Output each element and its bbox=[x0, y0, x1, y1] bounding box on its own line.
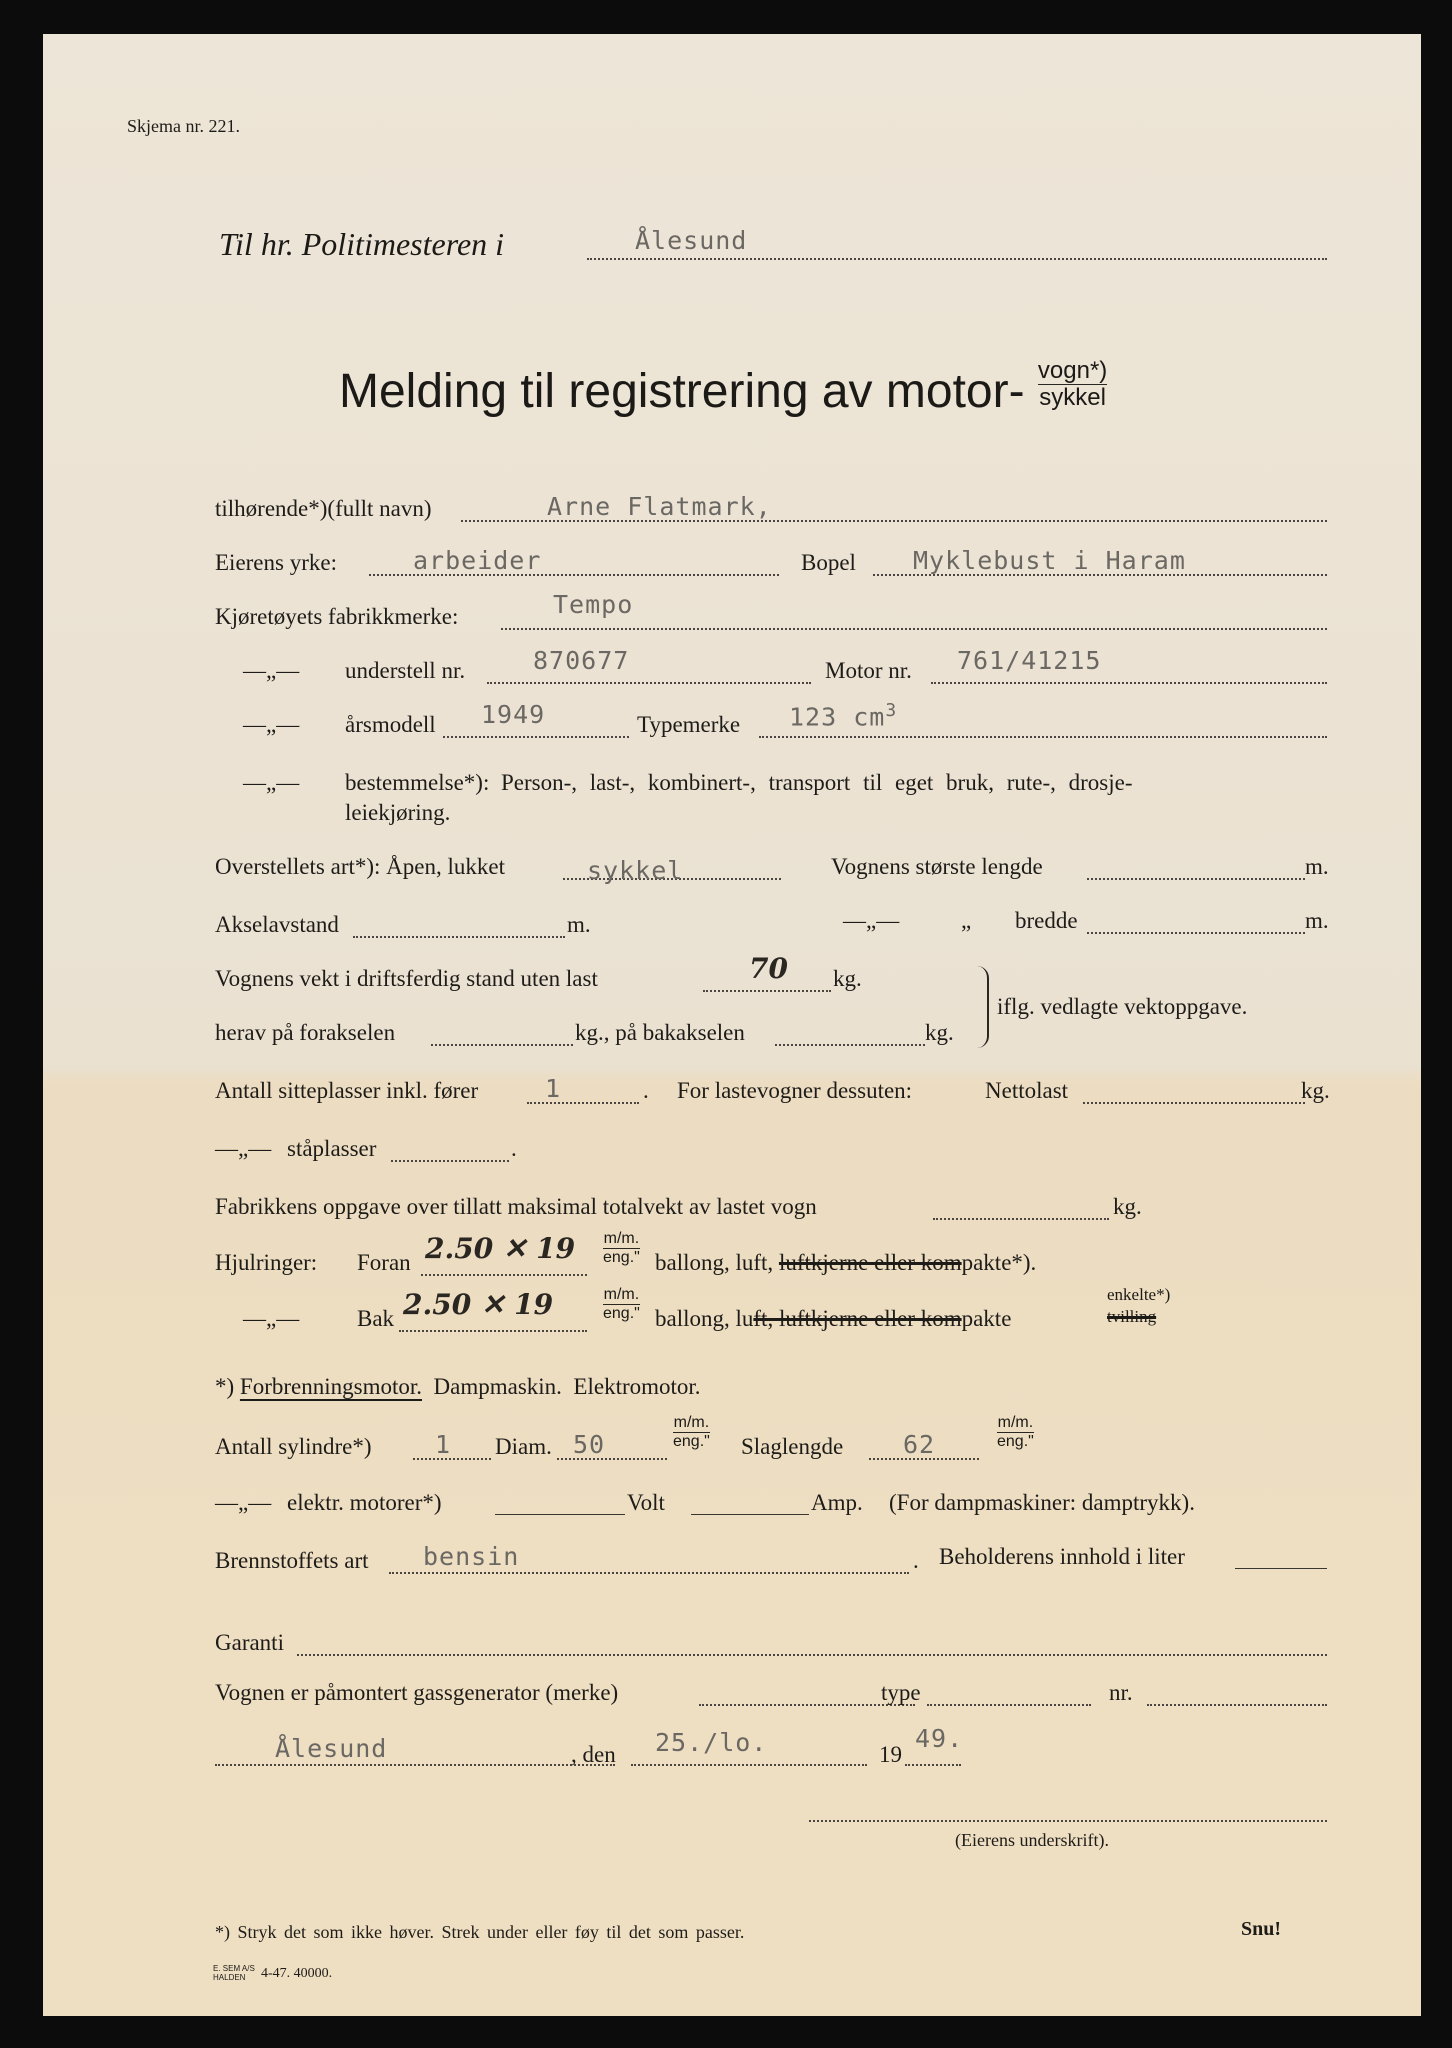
date-line bbox=[631, 1764, 867, 1766]
width-line bbox=[1087, 932, 1305, 934]
unit-mm: m/m. bbox=[603, 1286, 640, 1303]
length-label: Vognens største lengde bbox=[831, 854, 1043, 879]
form-sheet bbox=[43, 34, 1421, 2016]
unit-mm: m/m. bbox=[673, 1414, 710, 1431]
max-weight-line bbox=[933, 1218, 1109, 1220]
width-label: bredde bbox=[1015, 908, 1078, 933]
rear-wheel-types bbox=[655, 1306, 1011, 1332]
gasgen-type-line bbox=[927, 1704, 1091, 1706]
seats-line bbox=[527, 1102, 639, 1104]
occupation-label: Eierens yrke: bbox=[215, 550, 337, 575]
electric-option: Elektromotor. bbox=[573, 1374, 701, 1399]
seats-value[interactable]: 1 bbox=[545, 1074, 562, 1103]
net-load-label: Nettolast bbox=[985, 1078, 1069, 1103]
front-wheel-line bbox=[421, 1274, 587, 1276]
ditto-mark: —„— bbox=[843, 908, 900, 933]
max-weight-unit: kg. bbox=[1113, 1194, 1142, 1219]
fuel-label: Brennstoffets art bbox=[215, 1548, 369, 1573]
combustion-option: Forbrenningsmotor. bbox=[239, 1374, 423, 1399]
type-label: Typemerke bbox=[637, 712, 741, 737]
footnote: *) Stryk det som ikke høver. Strek under eller føy til det som passer. bbox=[215, 1922, 745, 1942]
ditto-mark: —„— bbox=[215, 1490, 272, 1515]
single-twin-choice bbox=[1107, 1284, 1170, 1328]
year-label: årsmodell bbox=[345, 712, 436, 737]
chassis-value[interactable]: 870677 bbox=[533, 646, 630, 675]
unit-eng: eng." bbox=[997, 1433, 1034, 1450]
single-option: enkelte*) bbox=[1107, 1285, 1171, 1304]
diam-label: Diam. bbox=[495, 1434, 552, 1459]
standing-line bbox=[391, 1160, 509, 1162]
rear-wheel-label: Bak bbox=[357, 1306, 395, 1331]
type-text: 123 cm bbox=[789, 702, 886, 732]
cylinders-label: Antall sylindre*) bbox=[215, 1434, 372, 1459]
title-main: Melding til registrering av motor- bbox=[339, 365, 1025, 418]
type-line bbox=[759, 736, 1327, 738]
year-line bbox=[905, 1764, 961, 1766]
gasgen-type-label: type bbox=[881, 1680, 921, 1705]
ditto-mark: —„— bbox=[243, 712, 300, 737]
period: . bbox=[643, 1078, 649, 1103]
body-value[interactable]: sykkel bbox=[587, 856, 684, 885]
owner-label: tilhørende*)(fullt navn) bbox=[215, 496, 432, 521]
weight-note: iflg. vedlagte vektoppgave. bbox=[997, 994, 1248, 1019]
front-type-a: ballong, luft, bbox=[655, 1250, 774, 1275]
rear-axle-label: kg., på bakakselen bbox=[575, 1020, 745, 1045]
weight-value[interactable]: 70 bbox=[749, 952, 788, 985]
year-value[interactable]: 49. bbox=[915, 1724, 964, 1753]
tank-label: Beholderens innhold i liter bbox=[939, 1544, 1185, 1569]
max-weight-label: Fabrikkens oppgave over tillatt maksimal totalvekt av lastet vogn bbox=[215, 1194, 817, 1219]
purpose-label: bestemmelse*): bbox=[345, 770, 490, 795]
rear-wheel-unit bbox=[603, 1286, 640, 1323]
standing-label: ståplasser bbox=[287, 1136, 377, 1161]
rear-axle-unit: kg. bbox=[925, 1020, 954, 1045]
type-sup: 3 bbox=[885, 700, 898, 721]
cylinders-line bbox=[413, 1458, 491, 1460]
unit-eng: eng." bbox=[603, 1305, 640, 1322]
addressee: Til hr. Politimesteren i bbox=[219, 226, 505, 262]
printer-name: E. SEM A/S bbox=[213, 1964, 255, 1973]
occupation-value[interactable]: arbeider bbox=[413, 546, 542, 575]
unit-eng: eng." bbox=[673, 1433, 710, 1450]
gasgen-nr-label: nr. bbox=[1109, 1680, 1133, 1705]
form-number: Skjema nr. 221. bbox=[127, 116, 240, 136]
wheels-label: Hjulringer: bbox=[215, 1250, 318, 1275]
unit-mm: m/m. bbox=[603, 1230, 640, 1247]
front-type-b: pakte*). bbox=[961, 1250, 1037, 1275]
steam-pressure-note: (For dampmaskiner: damptrykk). bbox=[889, 1490, 1195, 1515]
twin-option: tvilling bbox=[1107, 1307, 1157, 1326]
front-type-struck: luftkjerne eller kom bbox=[778, 1250, 962, 1275]
engine-types bbox=[215, 1374, 701, 1400]
front-wheel-label: Foran bbox=[357, 1250, 411, 1275]
net-load-line bbox=[1083, 1102, 1305, 1104]
ditto-mark: —„— bbox=[243, 658, 300, 683]
place-line bbox=[215, 1764, 615, 1766]
rear-type-struck: ft, luftkjerne eller kom bbox=[753, 1306, 962, 1331]
axle-label: Akselavstand bbox=[215, 912, 339, 937]
period: . bbox=[913, 1548, 919, 1573]
date-value[interactable]: 25./lo. bbox=[655, 1728, 768, 1757]
volt-label: Volt bbox=[627, 1490, 665, 1515]
amp-line bbox=[691, 1514, 809, 1515]
century-label: 19 bbox=[879, 1742, 902, 1767]
rear-wheel-value[interactable]: 2.50 ✕ 19 bbox=[403, 1288, 554, 1321]
make-line bbox=[501, 628, 1327, 630]
place-value[interactable]: Ålesund bbox=[275, 1734, 388, 1763]
print-number: 4-47. 40000. bbox=[261, 1966, 333, 1981]
type-value[interactable] bbox=[789, 700, 897, 731]
gasgen-label: Vognen er påmontert gassgenerator (merke) bbox=[215, 1680, 619, 1705]
stroke-unit bbox=[997, 1414, 1034, 1451]
ditto-mark: —„— bbox=[215, 1136, 272, 1161]
guarantee-label: Garanti bbox=[215, 1630, 284, 1655]
chassis-label: understell nr. bbox=[345, 658, 466, 683]
front-axle-label: herav på forakselen bbox=[215, 1020, 396, 1045]
printer-mark bbox=[213, 1964, 255, 1982]
truck-label: For lastevogner dessuten: bbox=[677, 1078, 913, 1103]
unit-mm: m/m. bbox=[997, 1414, 1034, 1431]
front-wheel-types bbox=[655, 1250, 1036, 1276]
purpose-options: Person-, last-, kombinert-, transport til eget bruk, rute-, drosje- bbox=[501, 770, 1133, 795]
rear-type-b: pakte bbox=[961, 1306, 1012, 1331]
year-line bbox=[443, 736, 629, 738]
diam-unit bbox=[673, 1414, 710, 1451]
weight-label: Vognens vekt i driftsferdig stand uten last bbox=[215, 966, 598, 991]
guarantee-line bbox=[297, 1654, 1327, 1656]
amp-label: Amp. bbox=[811, 1490, 863, 1515]
residence-label: Bopel bbox=[801, 550, 856, 575]
ditto-quote: „ bbox=[961, 908, 972, 933]
brace bbox=[973, 966, 989, 1048]
form-title bbox=[339, 356, 1108, 419]
residence-value[interactable]: Myklebust i Haram bbox=[913, 546, 1186, 575]
weight-line bbox=[703, 990, 831, 992]
owner-value[interactable]: Arne Flatmark, bbox=[547, 492, 772, 521]
city-value[interactable]: Ålesund bbox=[635, 226, 748, 255]
signature-label: (Eierens underskrift). bbox=[955, 1830, 1109, 1850]
stroke-label: Slaglengde bbox=[741, 1434, 844, 1459]
cylinders-value[interactable]: 1 bbox=[435, 1430, 452, 1459]
motor-value[interactable]: 761/41215 bbox=[957, 646, 1102, 675]
city-line bbox=[587, 258, 1327, 260]
electric-motors-label: elektr. motorer*) bbox=[287, 1490, 442, 1515]
gasgen-nr-line bbox=[1147, 1704, 1327, 1706]
length-unit: m. bbox=[1305, 854, 1329, 879]
seats-label: Antall sitteplasser inkl. fører bbox=[215, 1078, 479, 1103]
body-label: Overstellets art*): Åpen, lukket bbox=[215, 854, 505, 879]
steam-option: Dampmaskin. bbox=[433, 1374, 562, 1399]
tank-line bbox=[1235, 1568, 1327, 1569]
title-vehicle-choice bbox=[1038, 358, 1107, 411]
turn-over-note: Snu! bbox=[1241, 1918, 1282, 1940]
front-wheel-value[interactable]: 2.50 ✕ 19 bbox=[425, 1232, 576, 1265]
note-mark: *) bbox=[215, 1374, 235, 1399]
weight-unit: kg. bbox=[833, 966, 862, 991]
rear-type-a: ballong, lu bbox=[655, 1306, 754, 1331]
net-load-unit: kg. bbox=[1301, 1078, 1330, 1103]
fuel-value[interactable]: bensin bbox=[423, 1542, 520, 1571]
ditto-mark: —„— bbox=[243, 770, 300, 795]
period: . bbox=[511, 1136, 517, 1161]
den-label: , den bbox=[571, 1742, 616, 1767]
title-sykkel: sykkel bbox=[1039, 383, 1106, 411]
front-axle-line bbox=[431, 1044, 573, 1046]
unit-eng: eng." bbox=[603, 1249, 640, 1266]
ditto-mark: —„— bbox=[243, 1306, 300, 1331]
width-unit: m. bbox=[1305, 908, 1329, 933]
make-value[interactable]: Tempo bbox=[553, 590, 634, 619]
motor-line bbox=[931, 682, 1327, 684]
signature-line bbox=[809, 1820, 1327, 1822]
make-label: Kjøretøyets fabrikkmerke: bbox=[215, 604, 459, 629]
length-line bbox=[1087, 878, 1305, 880]
stroke-value[interactable]: 62 bbox=[903, 1430, 936, 1459]
rear-axle-line bbox=[775, 1044, 925, 1046]
fuel-line bbox=[389, 1572, 909, 1574]
chassis-line bbox=[487, 682, 811, 684]
axle-line bbox=[353, 936, 565, 938]
diam-value[interactable]: 50 bbox=[573, 1430, 606, 1459]
motor-label: Motor nr. bbox=[825, 658, 912, 683]
title-vogn: vogn*) bbox=[1037, 356, 1108, 384]
axle-unit: m. bbox=[567, 912, 591, 937]
printer-city: HALDEN bbox=[213, 1973, 246, 1982]
purpose-options-cont: leiekjøring. bbox=[345, 800, 451, 825]
rear-wheel-line bbox=[399, 1330, 587, 1332]
year-value[interactable]: 1949 bbox=[481, 700, 546, 729]
front-wheel-unit bbox=[603, 1230, 640, 1267]
volt-line bbox=[495, 1514, 625, 1515]
